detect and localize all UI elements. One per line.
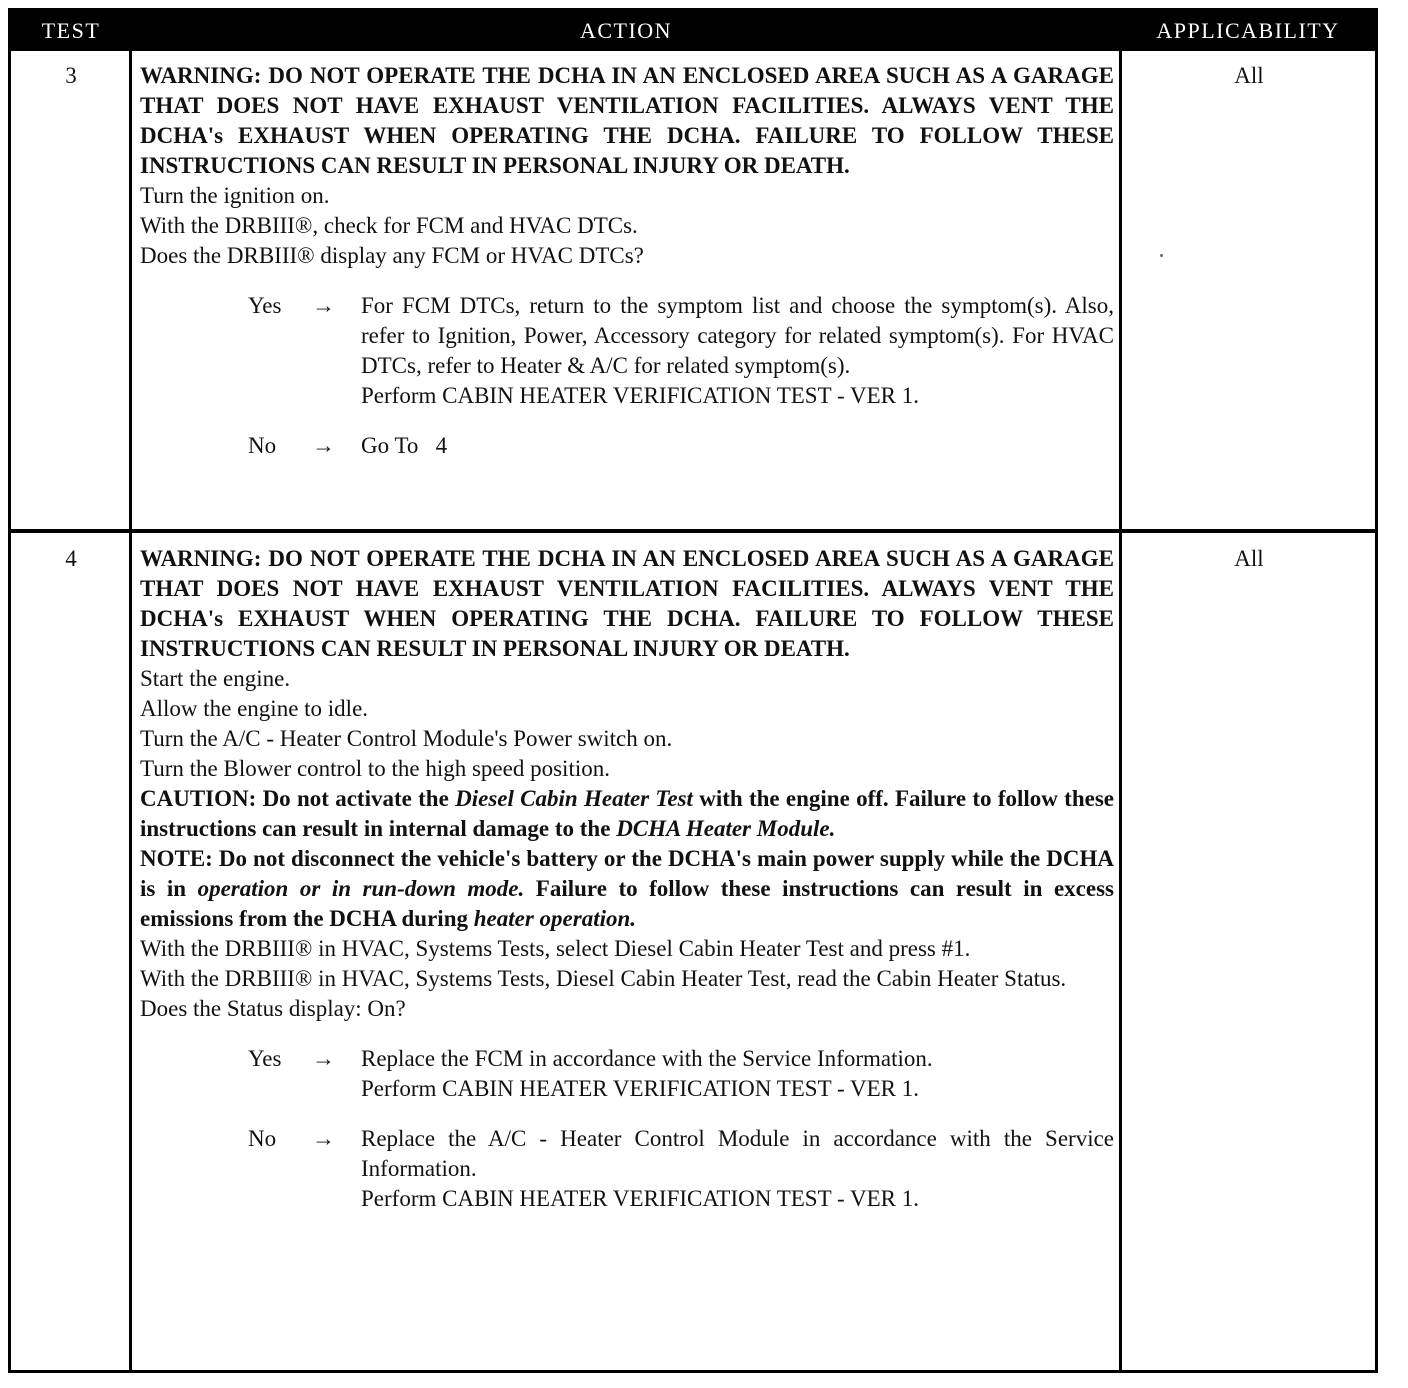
- note-text: [140, 844, 1114, 934]
- diagnostic-table: [8, 8, 1378, 1373]
- step-text: Does the DRBIII® display any FCM or HVAC DTCs?: [140, 243, 644, 268]
- caution-text: [140, 784, 1114, 844]
- column-divider: [1119, 51, 1122, 1370]
- arrow-icon: →: [312, 433, 335, 458]
- answer-perform: Perform CABIN HEATER VERIFICATION TEST - VER 1.: [361, 1186, 919, 1211]
- answer-text: Replace the A/C - Heater Control Module in accordance with the Service Information.: [361, 1126, 1114, 1181]
- warning-text: WARNING: DO NOT OPERATE THE DCHA IN AN ENCLOSED AREA SUCH AS A GARAGE THAT DOES NOT HAVE EXHAUST VENTILATION FACILITIES. ALWAYS VENT THE DCHA's EXHAUST WHEN OPERATING THE DCHA. FAILURE TO FOLLOW THESE INSTRUCTIONS CAN RESULT IN PERSONAL INJURY OR DEATH.: [140, 546, 1114, 661]
- step-text: With the DRBIII® in HVAC, Systems Tests, Diesel Cabin Heater Test, read the Cabin Heater Status.: [140, 966, 1067, 991]
- header-action: ACTION: [579, 18, 673, 43]
- note-part: NOTE: Do not disconnect the vehicle's battery or the DCHA's main power supply while the DCHA is in: [140, 846, 1114, 901]
- caution-part: Diesel Cabin Heater Test: [455, 786, 693, 811]
- step-text: Allow the engine to idle.: [140, 696, 369, 721]
- step-text: Turn the Blower control to the high speed position.: [140, 756, 610, 781]
- answer-yes: [140, 1044, 1114, 1104]
- answer-label: Yes: [248, 293, 282, 318]
- answer-label: No: [248, 1126, 277, 1151]
- applicability-value: All: [1234, 546, 1264, 571]
- row-divider: [11, 529, 1375, 533]
- note-part: heater operation.: [473, 906, 637, 931]
- test-number: 4: [65, 546, 77, 571]
- action-cell: [140, 544, 1114, 1214]
- arrow-icon: →: [312, 1046, 335, 1071]
- answer-perform: Perform CABIN HEATER VERIFICATION TEST - VER 1.: [361, 383, 919, 408]
- answer-text: Replace the FCM in accordance with the Service Information.: [361, 1046, 933, 1071]
- answer-label: Yes: [248, 1046, 282, 1071]
- applicability-value: All: [1234, 63, 1264, 88]
- answer-yes: [140, 291, 1114, 411]
- step-text: With the DRBIII®, check for FCM and HVAC DTCs.: [140, 213, 638, 238]
- table-header: [11, 11, 1375, 51]
- answer-no: [140, 431, 1114, 461]
- header-test: TEST: [41, 18, 101, 43]
- arrow-icon: →: [312, 1126, 335, 1151]
- step-text: Start the engine.: [140, 666, 291, 691]
- step-text: With the DRBIII® in HVAC, Systems Tests, select Diesel Cabin Heater Test and press #1.: [140, 936, 971, 961]
- answer-no: [140, 1124, 1114, 1214]
- caution-part: DCHA Heater Module.: [616, 816, 836, 841]
- answer-perform: Perform CABIN HEATER VERIFICATION TEST - VER 1.: [361, 1076, 919, 1101]
- answer-label: No: [248, 433, 277, 458]
- answer-text: For FCM DTCs, return to the symptom list and choose the symptom(s). Also, refer to Ignition, Power, Accessory category for related symptom(s). For HVAC DTCs, refer to Heater & A/C for related symptom(s).: [361, 293, 1114, 378]
- caution-part: CAUTION: Do not activate the: [140, 786, 456, 811]
- step-text: Turn the ignition on.: [140, 183, 330, 208]
- note-part: Failure to follow these instructions can result in excess emissions from the DCHA during: [140, 876, 1114, 931]
- header-applicability: APPLICABILITY: [1156, 18, 1340, 43]
- caution-part: with the engine off. Failure to follow these instructions can result in internal damage to the: [140, 786, 1114, 841]
- answer-text: Go To 4: [361, 433, 448, 458]
- step-text: Does the Status display: On?: [140, 996, 406, 1021]
- test-number: 3: [65, 63, 77, 88]
- column-divider: [129, 51, 132, 1370]
- arrow-icon: →: [312, 293, 335, 318]
- warning-text: WARNING: DO NOT OPERATE THE DCHA IN AN ENCLOSED AREA SUCH AS A GARAGE THAT DOES NOT HAVE EXHAUST VENTILATION FACILITIES. ALWAYS VENT THE DCHA's EXHAUST WHEN OPERATING THE DCHA. FAILURE TO FOLLOW THESE INSTRUCTIONS CAN RESULT IN PERSONAL INJURY OR DEATH.: [140, 63, 1114, 178]
- note-part: operation or in run-down mode.: [197, 876, 525, 901]
- action-cell: [140, 61, 1114, 461]
- speck: [1160, 254, 1163, 257]
- step-text: Turn the A/C - Heater Control Module's Power switch on.: [140, 726, 673, 751]
